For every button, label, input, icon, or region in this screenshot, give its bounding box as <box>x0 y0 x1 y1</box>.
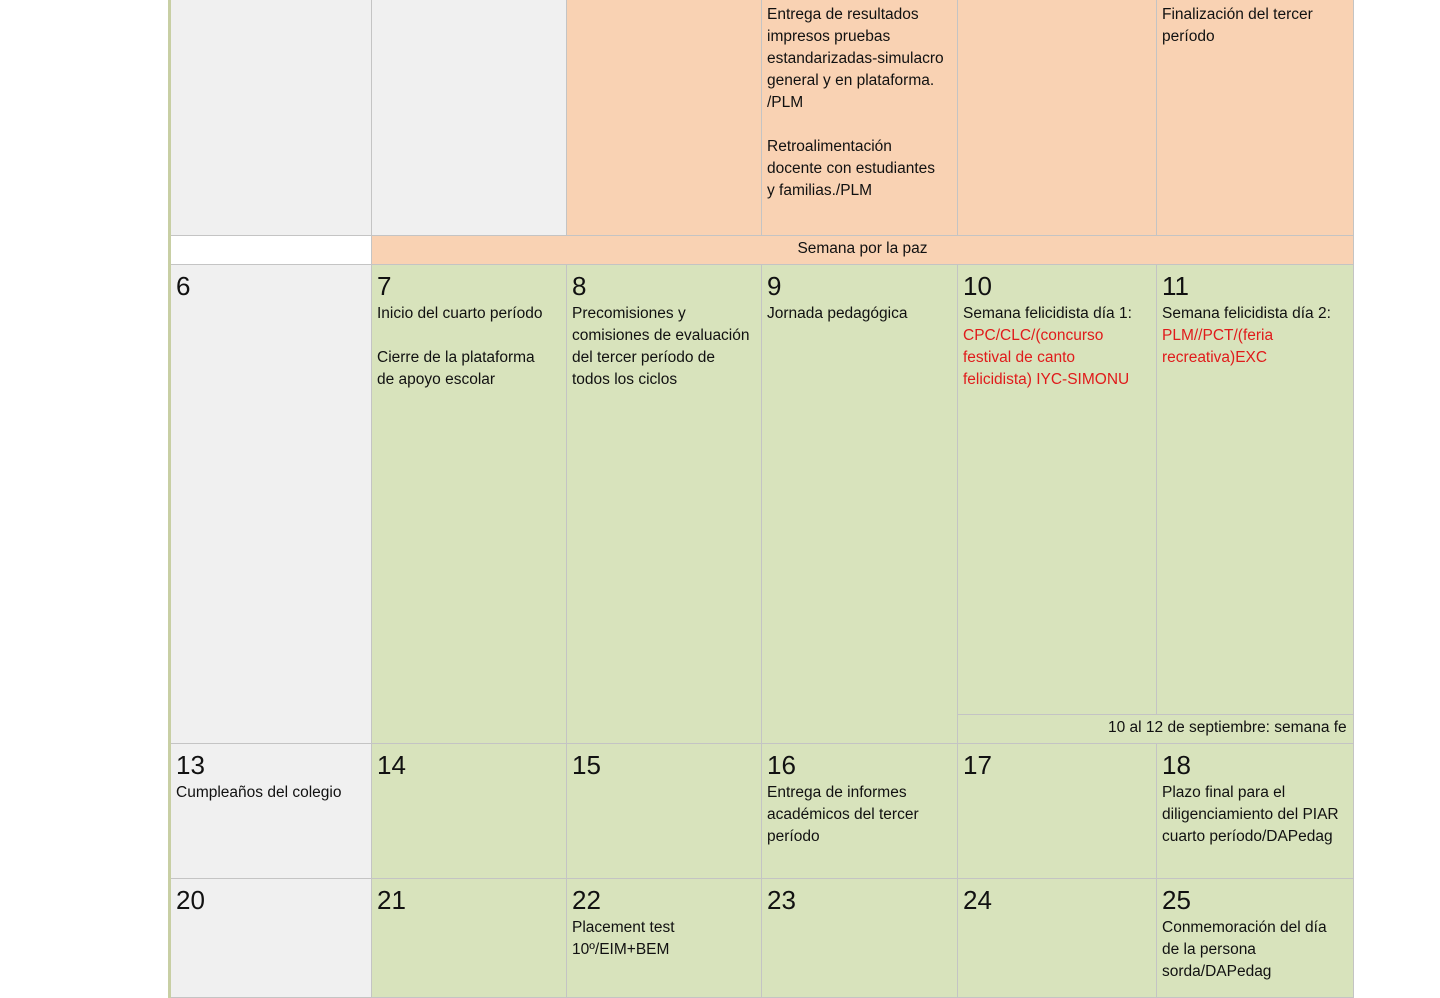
day-number: 11 <box>1162 271 1189 301</box>
event-text: Conmemoración del día de la persona sorda/DAPedag <box>1162 919 1327 980</box>
event-text: Cumpleaños del colegio <box>176 784 342 801</box>
day-number: 6 <box>176 271 191 301</box>
event-text: Semana felicidista día 1: <box>963 305 1132 322</box>
calendar-cell-day-11[interactable] <box>1157 265 1354 715</box>
day-number: 21 <box>377 885 406 915</box>
event-text: Entrega de informes académicos del tercer período <box>767 784 919 845</box>
banner-semana-paz[interactable]: Semana por la paz <box>372 236 1354 265</box>
day-number: 23 <box>767 885 796 915</box>
calendar-cell-day-21[interactable] <box>372 879 567 998</box>
event-text: Semana felicidista día 2: <box>1162 305 1331 322</box>
day-number: 24 <box>963 885 992 915</box>
calendar-cell-prev-tue[interactable] <box>372 0 567 236</box>
day-number: 22 <box>572 885 601 915</box>
day-number: 16 <box>767 750 796 780</box>
calendar-cell-day-25[interactable] <box>1157 879 1354 998</box>
day-number: 10 <box>963 271 992 301</box>
calendar-cell-day-7[interactable] <box>372 265 567 744</box>
day-number: 8 <box>572 271 587 301</box>
calendar-cell-day-14[interactable] <box>372 744 567 879</box>
event-text: Inicio del cuarto período Cierre de la plataforma de apoyo escolar <box>377 305 543 388</box>
day-number: 13 <box>176 750 205 780</box>
event-text: Jornada pedagógica <box>767 305 908 322</box>
banner-semana-felicidista[interactable]: 10 al 12 de septiembre: semana fe <box>958 715 1354 744</box>
calendar-cell-day-15[interactable] <box>567 744 762 879</box>
event-text-highlight: PLM//PCT/(feria recreativa)EXC <box>1162 327 1274 366</box>
calendar-cell-day-20[interactable] <box>171 879 372 998</box>
event-text: Placement test 10º/EIM+BEM <box>572 919 675 958</box>
calendar-cell-prev-mon[interactable] <box>171 0 372 236</box>
calendar-cell-day-6[interactable] <box>171 265 372 744</box>
event-text-highlight: CPC/CLC/(concurso festival de canto felicidista) IYC-SIMONU <box>963 327 1130 388</box>
day-number: 17 <box>963 750 992 780</box>
calendar-cell-day-13[interactable] <box>171 744 372 879</box>
day-number: 15 <box>572 750 601 780</box>
day-number: 18 <box>1162 750 1191 780</box>
calendar-cell-prev-wed[interactable] <box>567 0 762 236</box>
calendar-cell-prev-thu[interactable] <box>762 0 958 236</box>
event-text: Precomisiones y comisiones de evaluación del tercer período de todos los ciclos <box>572 305 750 388</box>
day-number: 9 <box>767 271 782 301</box>
calendar-cell-day-16[interactable] <box>762 744 958 879</box>
event-text: Finalización del tercer período <box>1162 6 1313 45</box>
calendar-cell-day-23[interactable] <box>762 879 958 998</box>
calendar-cell-day-8[interactable] <box>567 265 762 744</box>
day-number: 14 <box>377 750 406 780</box>
calendar-cell-day-22[interactable] <box>567 879 762 998</box>
calendar-cell-prev-sat[interactable] <box>1157 0 1354 236</box>
calendar-cell-day-9[interactable] <box>762 265 958 744</box>
calendar-cell-prev-fri[interactable] <box>958 0 1157 236</box>
event-text: Entrega de resultados impresos pruebas estandarizadas-simulacro general y en plataforma. /PLM Retroalimentación docente con estudiantes y familias./PLM <box>767 6 944 199</box>
calendar-cell-day-10[interactable] <box>958 265 1157 715</box>
event-text: Plazo final para el diligenciamiento del PIAR cuarto período/DAPedag <box>1162 784 1339 845</box>
day-number: 25 <box>1162 885 1191 915</box>
calendar-cell-day-17[interactable] <box>958 744 1157 879</box>
day-number: 20 <box>176 885 205 915</box>
banner-row-spacer <box>171 236 372 265</box>
day-number: 7 <box>377 271 392 301</box>
calendar-cell-day-24[interactable] <box>958 879 1157 998</box>
calendar-cell-day-18[interactable] <box>1157 744 1354 879</box>
